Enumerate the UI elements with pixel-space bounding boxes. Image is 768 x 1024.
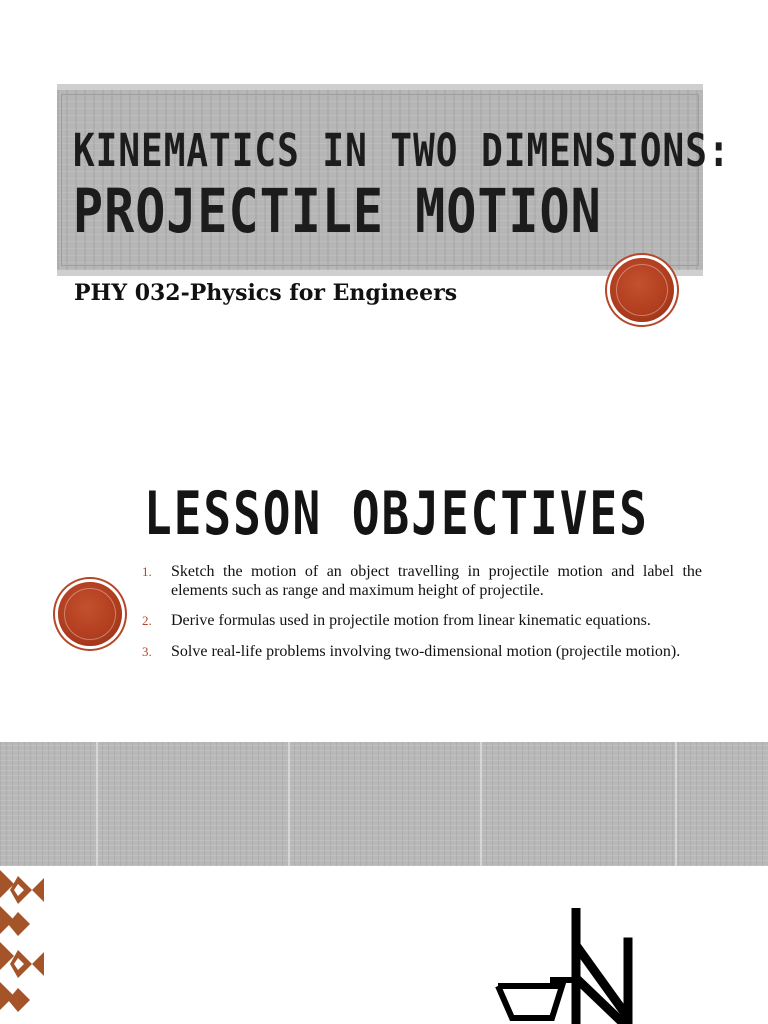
title-slide (0, 0, 768, 370)
objective-item (142, 612, 702, 631)
objective-number: 3. (142, 643, 152, 659)
objective-text: Sketch the motion of an object travelling in projectile motion and label the elements such as range and maximum height of projectile. (171, 563, 702, 599)
title-line-2: PROJECTILE MOTION (73, 176, 602, 247)
geometric-glyph-icon (494, 908, 634, 1024)
texture-seam (675, 742, 677, 866)
texture-seam (480, 742, 482, 866)
objectives-slide (0, 380, 768, 740)
texture-seam (96, 742, 98, 866)
objectives-list (142, 563, 702, 673)
objective-text: Derive formulas used in projectile motion from linear kinematic equations. (171, 612, 651, 629)
texture-seam (288, 742, 290, 866)
objectives-heading: LESSON OBJECTIVES (144, 478, 649, 549)
objective-item (142, 643, 702, 662)
tribal-pattern-icon (0, 870, 44, 1024)
third-slide (0, 742, 768, 1024)
orb-accent-icon (610, 258, 674, 322)
objective-text: Solve real-life problems involving two-dimensional motion (projectile motion). (171, 642, 681, 660)
objective-number: 2. (142, 613, 152, 628)
orb-accent-icon (58, 582, 122, 646)
title-line-1: KINEMATICS IN TWO DIMENSIONS: (73, 126, 731, 178)
texture-band (0, 742, 768, 866)
objective-number: 1. (142, 564, 152, 579)
course-subtitle: PHY 032-Physics for Engineers (74, 280, 458, 306)
objective-item (142, 563, 702, 600)
title-banner (57, 84, 731, 276)
